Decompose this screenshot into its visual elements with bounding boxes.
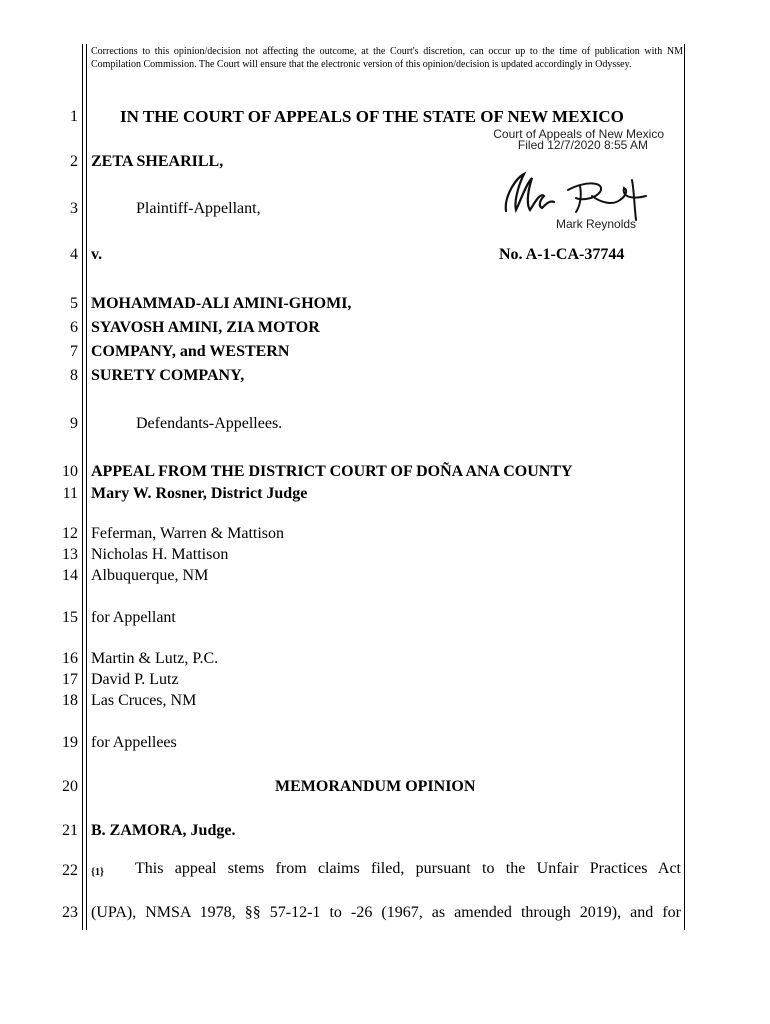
defendant-line: MOHAMMAD-ALI AMINI-GHOMI, — [91, 295, 352, 312]
versus: v. — [91, 246, 103, 263]
line-number: 13 — [62, 546, 78, 563]
paragraph-line: This appeal stems from claims filed, pursuant to the Unfair Practices Act — [135, 860, 681, 877]
case-number: No. A-1-CA-37744 — [499, 246, 625, 263]
line-number: 15 — [62, 609, 78, 626]
filing-stamp-signer: Mark Reynolds — [556, 217, 637, 231]
defendant-line: SYAVOSH AMINI, ZIA MOTOR — [91, 319, 320, 336]
defendant-line: SURETY COMPANY, — [91, 367, 245, 384]
appeal-from: APPEAL FROM THE DISTRICT COURT OF DOÑA ANA COUNTY — [91, 463, 573, 480]
line-number: 7 — [70, 343, 78, 360]
line-number: 11 — [62, 485, 78, 502]
line-number: 22 — [62, 862, 78, 879]
line-number: 16 — [62, 650, 78, 667]
line-number: 5 — [70, 295, 78, 312]
author-judge: B. ZAMORA, Judge. — [91, 822, 236, 839]
left-margin-rule-inner — [86, 44, 87, 930]
paragraph-number: {1} — [91, 867, 104, 878]
appellant-counsel-line: Nicholas H. Mattison — [91, 546, 229, 563]
appellee-counsel-line: David P. Lutz — [91, 671, 179, 688]
line-number: 21 — [62, 822, 78, 839]
appellant-counsel-line: Feferman, Warren & Mattison — [91, 525, 285, 542]
right-margin-rule — [684, 44, 685, 930]
line-number: 10 — [62, 463, 78, 480]
paragraph-marker — [91, 861, 104, 883]
line-number: 2 — [70, 153, 78, 170]
filing-stamp-date: Filed 12/7/2020 8:55 AM — [517, 138, 648, 152]
line-number: 4 — [70, 246, 78, 263]
corrections-notice: Corrections to this opinion/decision not affecting the outcome, at the Court's discretion, can occur up to the time of publication with NM Compilation Commission. The Court will ensure that the electronic version of this opinion/decision is updated accordingly in Odyssey. — [91, 46, 683, 70]
line-number: 6 — [70, 319, 78, 336]
for-appellees: for Appellees — [91, 734, 177, 751]
line-number: 19 — [62, 734, 78, 751]
line-number: 23 — [62, 904, 78, 921]
defendants-role: Defendants-Appellees. — [136, 415, 283, 432]
for-appellant: for Appellant — [91, 609, 176, 626]
line-number: 17 — [62, 671, 78, 688]
appellee-counsel-line: Las Cruces, NM — [91, 692, 197, 709]
filing-stamp-court: Court of Appeals of New Mexico — [493, 127, 664, 141]
plaintiff-name: ZETA SHEARILL, — [91, 153, 224, 170]
left-margin-rule-outer — [82, 44, 83, 930]
line-number: 18 — [62, 692, 78, 709]
defendant-line: COMPANY, and WESTERN — [91, 343, 290, 360]
line-number: 20 — [62, 778, 78, 795]
line-number: 8 — [70, 367, 78, 384]
line-number: 9 — [70, 415, 78, 432]
opinion-heading: MEMORANDUM OPINION — [275, 778, 476, 795]
paragraph-line: (UPA), NMSA 1978, §§ 57-12-1 to -26 (1967, as amended through 2019), and for — [91, 904, 681, 921]
appellee-counsel-line: Martin & Lutz, P.C. — [91, 650, 219, 667]
appellant-counsel-line: Albuquerque, NM — [91, 567, 209, 584]
line-number: 14 — [62, 567, 78, 584]
district-judge: Mary W. Rosner, District Judge — [91, 485, 308, 502]
court-title: IN THE COURT OF APPEALS OF THE STATE OF NEW MEXICO — [120, 107, 624, 126]
plaintiff-role: Plaintiff-Appellant, — [136, 200, 261, 217]
line-number: 12 — [62, 525, 78, 542]
filing-stamp — [470, 129, 664, 151]
line-number: 3 — [70, 200, 78, 217]
line-number: 1 — [70, 108, 78, 125]
